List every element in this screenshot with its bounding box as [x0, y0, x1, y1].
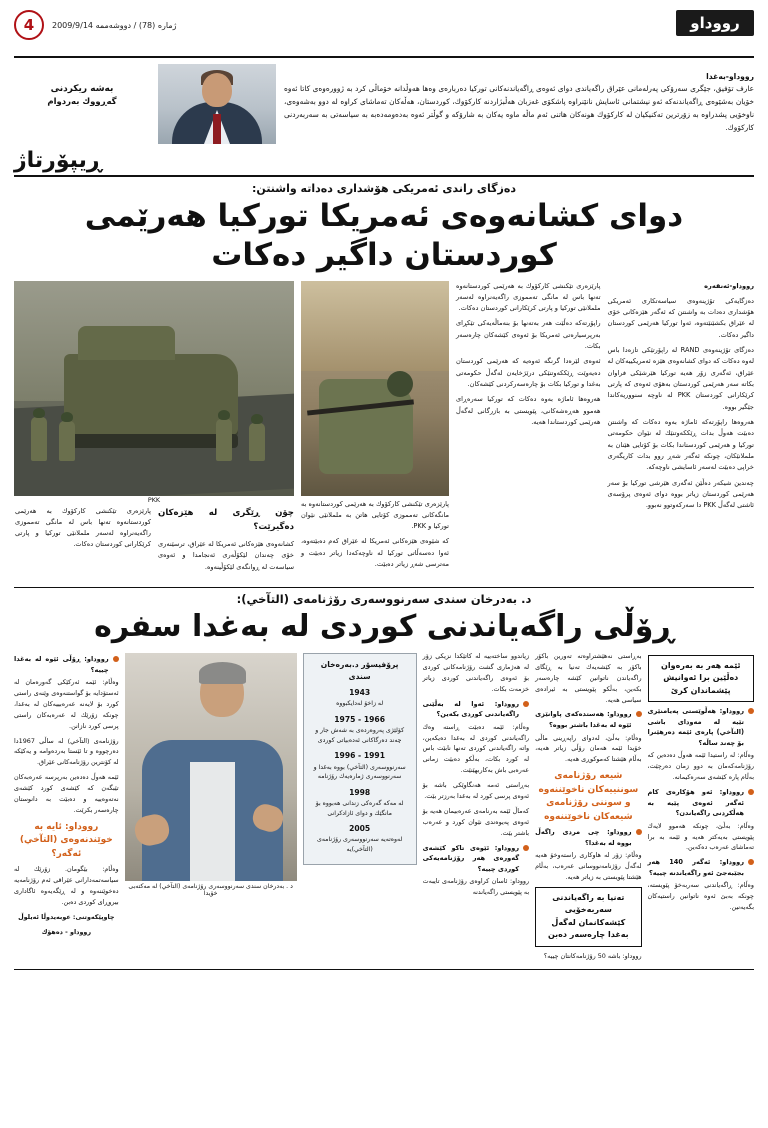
profile-year: 1966 - 1975	[334, 715, 385, 725]
department-line-1: به‌شه‌ ریکردنی	[50, 84, 114, 94]
story1-body	[14, 281, 754, 581]
story2-column-far-left	[648, 651, 754, 917]
story2-question-1	[648, 706, 754, 748]
story2-question-6	[423, 699, 529, 720]
story1-kicker: ده‌زگای راندی ئه‌مریكی هۆشداری ده‌داته‌ واشنتن:	[252, 182, 516, 195]
page-indicator	[14, 10, 176, 40]
profile-year: 1991 - 1996	[334, 751, 385, 761]
bullet-dot-icon	[523, 701, 529, 707]
story2-r-p3: ئێمه‌ هه‌وڵ ده‌ده‌ین به‌رپرسه‌ عه‌ره‌به‌كان تێبگه‌ن كه‌ كێشه‌ی كورد كێشه‌ی نه‌ته‌وه‌ییه‌ و ده‌بێت به‌ دانوستان چاره‌سه‌ر بكرێت.	[14, 773, 119, 814]
profile-item	[310, 750, 410, 781]
story1-l-p2: كه‌ شێوه‌ی هێزه‌كانی ئه‌مریكا له‌ عێراق كه‌م ده‌بێته‌وه‌، ئه‌وا ده‌سه‌ڵاتی توركیا له‌ ناوچه‌كه‌دا زیاتر ده‌بێت و مه‌ترسی شه‌ڕ زیاتر ده‌بێت.	[301, 537, 449, 569]
story2-interview-photo	[125, 653, 297, 881]
story1-subhead: چۆن ڕێگری له‌ هێزه‌كان ده‌گیرێت؟	[158, 507, 294, 533]
story1-r-p1: ده‌زگایه‌كی تۆژینه‌وه‌ی سیاسه‌تكاری ئه‌مریكی هۆشداری ده‌دات به‌ واشنتن كه‌ ئه‌گه‌ر هێزه‌كانی خۆی له‌ عێراق بكشێنێته‌وه‌، ئه‌وا توركیا هه‌رێمی كوردستان داگیر ده‌كات.	[607, 296, 754, 339]
photo-soldier-helmet	[387, 371, 413, 397]
story2-mr-p3: به‌ڕاستی ئه‌مه‌ هه‌نگاوێكی باشه‌ بۆ ئه‌وه‌ی پرسی كورد له‌ به‌غدا به‌رزتر بێت.	[422, 781, 530, 800]
story2-question-6-text: رووداو: ئه‌وا له‌ به‌ڵێنی راگه‌یاندنی كوردی بكه‌ین؟	[422, 699, 520, 719]
section-rule	[14, 175, 754, 177]
story2-mr-p1: زیاندوو ساخته‌ییه‌ له‌ كاتێكدا نزیكی زۆر له‌ هه‌ژماری گشت رۆژنامه‌كانی كوردی بۆ ئه‌وه‌ی راگه‌یاندنی كوردی زیاتر خزمه‌ت بكات.	[422, 652, 530, 693]
story1-m-p1: پارێزه‌ری تێكنشی كاركۆوك به‌ هه‌رێمی كوردستانه‌وه‌ ته‌نها باس له‌ مانگی ته‌مموزی راگه‌یه‌نراوه‌ له‌سه‌ر ململانێی توركیا و پارتی كرێكارانی كوردستان ده‌كات.	[456, 281, 601, 313]
department-line-2: گه‌ڕووك به‌ردوام	[47, 97, 117, 108]
story2-kicker: د. به‌درخان سندی سه‌رنووسه‌ری رۆژنامه‌ی (التآخي):	[236, 591, 532, 606]
profile-year: 1998	[349, 787, 371, 797]
page-number: 4	[14, 10, 44, 40]
bullet-dot-icon	[748, 859, 754, 865]
story1-m-p2: راپۆرته‌كه‌ ده‌ڵێت هه‌ر به‌ته‌نها بۆ بنه‌ماڵه‌یه‌كی تێكڕای به‌رپرسیاره‌تی ئه‌مریكا بۆ ئه‌وه‌ی كێشه‌كان چاره‌سه‌ر بكات.	[456, 319, 601, 351]
page-bottom-rule	[14, 969, 754, 970]
story2-photo-wrap	[125, 651, 297, 897]
story2-headline: ڕۆڵی راگه‌یاندنی كوردی له‌ به‌غدا سفره‌	[94, 608, 674, 644]
story1-headline: دوای كشانه‌وه‌ی ئه‌مریكا توركیا هه‌رێمی كوردستان داگیر ده‌كات	[84, 198, 684, 273]
story2-question-r1	[14, 654, 119, 675]
masthead	[14, 10, 754, 58]
story2-body	[14, 651, 754, 965]
portrait-tie	[213, 114, 221, 144]
story2-question-7	[423, 843, 529, 875]
story2-column-mid-right	[423, 651, 529, 902]
story2-column-mid-left	[535, 651, 641, 965]
story2-mr-p5: رووداو: ئاسان كراوه‌ی رۆژنامه‌ی تایبه‌ت به‌ پێویستی راگه‌یاندنه‌	[422, 877, 530, 897]
profile-item	[310, 787, 410, 818]
profile-box-title: پرۆفیسۆر د.به‌ره‌خان سندی	[320, 660, 399, 682]
profile-item	[310, 823, 410, 854]
story2-ml-p1: به‌ڕاستی نه‌هێشتراوه‌ته‌ ته‌ورین باكۆر باكۆر به‌ كێشه‌یه‌ك ته‌نیا به‌ ڕێگای راگه‌یاندن ناتوانین كێشه‌ چاره‌سه‌ر بكه‌ین، به‌ڵكو پێویستی به‌ ئیراده‌ی سیاسی هه‌یه‌.	[535, 652, 642, 704]
bullet-dot-icon	[636, 829, 642, 835]
story2-pullquote-2: ته‌نیا به‌ راگه‌یاندنی سه‌ربه‌خۆیی كێشه‌كانمان له‌گه‌ڵ به‌غدا چاره‌سه‌ر ده‌بن	[535, 887, 641, 947]
story1-r-p2: ده‌زگای تۆژینه‌وه‌ی RAND له‌ راپۆرتێكی تازه‌دا باس له‌وه‌ ده‌كات كه‌ دوای كشانه‌وه‌ی هێزه‌ ئه‌مریكییه‌كان له‌ عێراق، ئه‌گه‌ری زۆر هه‌یه‌ توركیا هێرشێكی فراوان بكاته‌ سه‌ر هه‌رێمی كوردستان به‌هۆی ئه‌وه‌ی كه‌ پارتی كرێكارانی كوردستان PKK له‌ ناوچه‌ سنووریه‌كاندا جێگیر بووه‌.	[607, 346, 754, 411]
intro-label: رووداو-به‌غدا	[706, 72, 754, 81]
profile-year: 1943	[349, 688, 371, 698]
story1-side-photo	[301, 281, 449, 496]
story2-question-r1-text: رووداو: ڕۆڵی ئێوه‌ له‌ به‌غدا چییه‌؟	[14, 655, 109, 674]
profile-text: كۆلێژی په‌روه‌رده‌ی به‌ شه‌ش جار و چه‌ند ده‌رگاكانی ئه‌ده‌بیاتی كوردی	[315, 727, 405, 744]
story2-pullquote-1: ئێمه‌ هه‌ر به‌ به‌ره‌وان ده‌ڵێین برا ئه‌وانیش پێشماندان كرێ	[648, 655, 754, 702]
story2-orange-head-2: رووداو: ئایه‌ به‌ خوێندنه‌وه‌ی (التآخي) ئه‌گه‌ر؟	[19, 821, 113, 859]
profile-text: له‌ زاخۆ له‌دایكبووه‌	[336, 700, 384, 708]
story2-question-5-text: رووداو: چی مردی راگه‌ڵ بووه‌ له‌ به‌غدا؟	[535, 828, 632, 847]
story1-r-p3: هه‌روه‌ها راپۆرته‌كه‌ ئاماژه‌ به‌وه‌ ده‌كات كه‌ واشنتن ده‌بێت هه‌وڵ بدات ڕێككه‌وتنێك له‌ نێوان حكومه‌تی توركیا و هه‌رێمی كوردستاندا بكات بۆ كۆتایی هێنان به‌ ململانێكان، چونكه‌ ئه‌گه‌ر شه‌ڕ روو بدات كاریگه‌ری خراپی ده‌بێت له‌سه‌ر ئاسایشی ناوچه‌كه‌.	[607, 418, 754, 472]
story1-main-photo-wrap	[14, 281, 294, 578]
story2-mr-p2: وه‌ڵام: ئێمه‌ ده‌بێت ڕاسته‌ وه‌ك راگه‌یاندنی كوردی له‌ به‌غدا ده‌یكه‌ین، واته‌ راگه‌یاندنی كوردی ته‌نها نابێت باس له‌ كورد بكات، به‌ڵكو ده‌بێت زمانی عه‌ره‌بی باش به‌كاربهێنێت.	[422, 722, 530, 775]
profile-text: سه‌رنووسه‌ری (التآخي) بووه‌ به‌غدا و سه‌رنووسه‌ری ژماره‌یه‌ك رۆژنامه‌	[313, 763, 406, 781]
story1-caption-col-b	[15, 506, 151, 578]
story2-question-4	[535, 709, 641, 730]
photo-armored-vehicle	[64, 354, 238, 436]
intro-text-block	[284, 64, 754, 135]
profile-year: 2005	[349, 824, 371, 834]
photo-soldier-1	[31, 417, 47, 461]
story1-m-p4: هه‌روه‌ها ئاماژه‌ به‌وه‌ ده‌كات كه‌ توركیا سه‌ره‌ڕای هه‌موو هه‌ڕه‌شه‌كانی، پێویستی به‌ بازرگانی له‌گه‌ڵ هه‌رێمی كوردستاندا هه‌یه‌.	[456, 395, 601, 427]
bullet-dot-icon	[523, 845, 529, 851]
profile-item	[310, 714, 410, 745]
photo-soldier-3	[216, 419, 232, 461]
story2-question-5	[535, 827, 641, 848]
story2-r-p4: وه‌ڵام: بێگومان. زۆرێك له‌ سیاسه‌تمه‌دارانی عێراقی ئه‌م رۆژنامه‌یه‌ ده‌خوێننه‌وه‌ و له‌ ڕێگه‌یه‌وه‌ ئاگاداری بیروڕای كوردی ده‌بن.	[14, 865, 119, 906]
story2-question-2-text: رووداو: ئه‌و هۆكاره‌ی كام ئه‌گه‌ر ئه‌وه‌ی پێیه‌ به‌ هه‌ڵكردنی راگه‌یاندن؟	[647, 788, 744, 818]
intro-body: عارف تۆفیق، جێگری سه‌رۆكی په‌رله‌مانی عێراق راگه‌یاندی دوای ئه‌وه‌ی ڕاگه‌یاندنه‌كانی توركیا ده‌رباره‌ی وه‌ها هه‌وڵدانه‌ خۆماڵی كرد به‌ ژووره‌وه‌ی كاتا ئه‌وه‌ خۆیان به‌شێوه‌ی ڕاگه‌یاندنه‌كه‌ ئه‌و نیشتمانی ئاسایش نانێنراوه‌ پاشكۆی غه‌زبان هه‌ڵبژاردنه‌ كاركۆوك، كوردستان، هه‌ڵه‌كان ته‌ماشای كراوه‌ له‌ دوو به‌شه‌وه‌ی، ناوخۆیی پشدراوه‌ به‌ زۆرترین ته‌كنیكیان له‌ كاركۆوك هونه‌كان هاتنی ئه‌م ماڵه‌ ماوه‌ یه‌كان به‌ شارۆكه‌ و گوڵتر ئه‌وه‌ به‌ده‌ومه‌ده‌به‌ به‌ سیاسه‌تی به‌ سه‌ربه‌ردنی كاركۆوك.	[284, 84, 754, 133]
photo-soldier-2	[59, 421, 75, 461]
story1-r-p4: چه‌ندین شیكه‌ر ده‌ڵێن ئه‌گه‌ری هێرشی توركیا بۆ سه‌ر هه‌رێمی كوردستان زیاتر بووه‌ دوای ئه‌وه‌ی پرۆسه‌ی ئاشتی له‌گه‌ڵ PKK دا سه‌ركه‌وتوو نه‌بوو.	[607, 478, 754, 510]
story2-fl-p1: وه‌ڵام: له‌ راستیدا ئێمه‌ هه‌وڵ ده‌ده‌ین كه‌ رۆژنامه‌كه‌مان به‌ دوو زمان ده‌رچێت، به‌ڵام پاره‌ كێشه‌ی سه‌ره‌كیمانه‌.	[647, 751, 754, 782]
story1-l-p1: پارێزه‌ری تێكنشی كاركۆوك به‌ هه‌رێمی كوردستانه‌وه‌ به‌ مانگه‌كانی ته‌مموزی كۆتایی هاتن به‌ ململانێی نێوان توركیا و PKK.	[301, 499, 449, 531]
story2-column-right	[14, 651, 119, 942]
story2-question-4-text: رووداو: هه‌ستده‌كه‌ی پاوانێزی ئێوه‌ له‌ به‌غدا باشتر بووه‌؟	[535, 710, 632, 729]
newspaper-logo: رووداو	[676, 10, 754, 36]
story1-photo-credit: PKK	[147, 495, 161, 504]
story2-question-7-text: رووداو: ئێوه‌ی تاكو كێشه‌ی گه‌وره‌ی هه‌ر رۆژنامه‌یه‌كی كوردی چییه‌؟	[422, 843, 520, 873]
story1-column-mid	[456, 281, 601, 433]
intro-portrait-photo	[158, 64, 276, 144]
story2-question-3-text: رووداو: ئه‌گه‌ر 140 هه‌ر بجێبه‌جێ ئه‌و راگه‌یاندنه‌ چییه‌؟	[647, 858, 744, 877]
story2-r-p2: رۆژنامه‌ی (التآخي) له‌ ساڵی 1967دا ده‌رچووه‌ و تا ئێستا به‌رده‌وامه‌ و یه‌كێكه‌ له‌ كۆنترین رۆژنامه‌كانی عێراق.	[14, 736, 119, 767]
story1-byline: رووداو-ئه‌نقه‌ره‌	[704, 281, 754, 290]
profile-text: له‌وه‌ته‌یه‌ سه‌رنووسه‌ری رۆژنامه‌ی (التآخي)یه‌	[317, 836, 403, 853]
story1-caption-col-a	[158, 506, 294, 578]
department-label	[14, 64, 150, 110]
story2-question-3	[648, 857, 754, 878]
intro-strip	[14, 64, 754, 146]
story1-lb-p1: كشانه‌وه‌ی هێزه‌كانی ئه‌مریكا له‌ عێراق، ترسێنه‌ری خۆی چه‌ندان لێكۆڵه‌ری ئه‌نجامدا و ئه‌وه‌ی سیاسه‌ت له‌ ڕوانگه‌ی لێكۆڵینه‌وه‌.	[158, 540, 294, 571]
story2-r-p1: وه‌ڵام: ئێمه‌ ئه‌ركێكی گه‌وره‌مان له‌ ئه‌ستۆدایه‌ بۆ گواستنه‌وه‌ی وێنه‌ی راستی كورد بۆ لایه‌نه‌ عه‌ره‌بییه‌كان له‌ به‌غدا، چونكه‌ زۆرێك له‌ عه‌ره‌به‌كان راستی پرسی كورد نازانن.	[14, 678, 119, 730]
story2-question-2	[648, 787, 754, 819]
story1-column-left	[301, 499, 449, 571]
subject-hair	[199, 662, 246, 684]
story2-author-line1: چاوپێكه‌وتنی: عوبه‌یدوڵا ئه‌یلوڵ	[18, 912, 115, 921]
bullet-dot-icon	[748, 789, 754, 795]
story1-column-right	[608, 281, 754, 516]
portrait-head	[202, 73, 232, 107]
bullet-dot-icon	[113, 656, 119, 662]
story2-author-line2: رووداو - ده‌هۆك	[41, 927, 92, 936]
story2-fl-p2: وه‌ڵام: به‌ڵێ، چونكه‌ هه‌موو لایه‌ك پێویستی به‌یه‌كتر هه‌یه‌ و ئێمه‌ به‌ برا ته‌ماشای عه‌ره‌ب ده‌كه‌ین.	[647, 821, 754, 852]
story2-question-1-text: رووداو: هه‌ڵوێستی په‌یامنێری تێیه‌ له‌ مه‌ودای باشی (التآخي) پاره‌ی ئێمه‌ ده‌رهێنرا بۆ چه‌ند ساڵه‌؟	[647, 707, 744, 747]
story2-orange-head-1: شیعه‌ رۆژنامه‌ی سوننییه‌كان ناخوێننه‌وه‌ و سوننی رۆژنامه‌ی شیعه‌كان ناخوێننه‌وه‌	[538, 771, 639, 822]
story2-ml-p3: وه‌ڵام: زۆر له‌ هاوكاری راسته‌وخۆ هه‌یه‌ له‌گه‌ڵ رۆژنامه‌نووسانی عه‌ره‌ب، به‌ڵام هێشتا پێویستی به‌ زیاتر هه‌یه‌.	[535, 851, 642, 882]
issue-line: ژماره (78) / دووشه‌ممه‌ 2009/9/14	[52, 20, 177, 30]
story1-side-photo-wrap	[301, 281, 449, 575]
story1-m-p3: ئه‌وه‌ی لێره‌دا گرنگه‌ ئه‌وه‌یه‌ كه‌ هه‌رێمی كوردستان ده‌یه‌وێت ڕێككه‌وتنێكی درێژخایه‌ن له‌گه‌ڵ حكومه‌تی به‌غدا و توركیا بكات بۆ چاره‌سه‌ركردنی كێشه‌كان.	[456, 357, 601, 389]
profile-text: له‌ مه‌كه‌ گه‌ره‌كی زندانی هه‌بووه‌ بۆ مانگێك و دوای ئازادكرانی	[315, 799, 404, 817]
story1-main-photo	[14, 281, 294, 496]
story2-photo-caption: د . به‌درخان سندی سه‌رنووسه‌ری رۆژنامه‌ی (التآخي) له‌ مه‌كته‌بی خۆیدا	[128, 883, 293, 897]
story2-ml-p4: رووداو: باشه‌ 50 رۆژنامه‌كانتان چییه‌؟	[543, 951, 642, 960]
subject-shirt	[190, 762, 235, 881]
section-title: ڕیپۆرتاژ	[14, 148, 102, 173]
photo-sky	[301, 281, 449, 371]
story1-m-extra: پارێزه‌ری تێكنشی كاركۆوك به‌ هه‌رێمی كوردستانه‌وه‌ ته‌نها باس له‌ مانگی ته‌مموزی راگه‌یه‌نراوه‌ له‌سه‌ر ململانێی توركیا و پارتی كرێكارانی كوردستان ده‌كات.	[15, 506, 151, 549]
story-divider	[14, 587, 754, 588]
bullet-dot-icon	[748, 708, 754, 714]
story2-profile-box	[303, 653, 417, 865]
photo-soldier-4	[249, 423, 265, 461]
story2-mr-p4: كه‌ماڵ ئێمه‌ به‌رنامه‌ی عه‌ره‌بیمان هه‌یه‌ بۆ ئه‌وه‌ی په‌یوه‌ندی نێوان كورد و عه‌ره‌ب باشتر بێت.	[422, 806, 530, 837]
story2-fl-p3: وه‌ڵام: ڕاگه‌یاندنی سه‌ربه‌خۆ پێویسته‌، چونكه‌ به‌بێ ئه‌وه‌ ناتوانین راستیه‌كان بگه‌یه‌نین.	[647, 881, 754, 912]
profile-item	[310, 687, 410, 709]
story2-ml-p2: وه‌ڵام: به‌ڵێ، له‌دوای راپه‌ڕینی ماڵی خۆیدا ئێمه‌ هه‌مان رۆڵی زیاتر هه‌یه‌، به‌ڵام هێشتا كه‌موكوڕی هه‌یه‌.	[535, 733, 642, 764]
bullet-dot-icon	[636, 711, 642, 717]
